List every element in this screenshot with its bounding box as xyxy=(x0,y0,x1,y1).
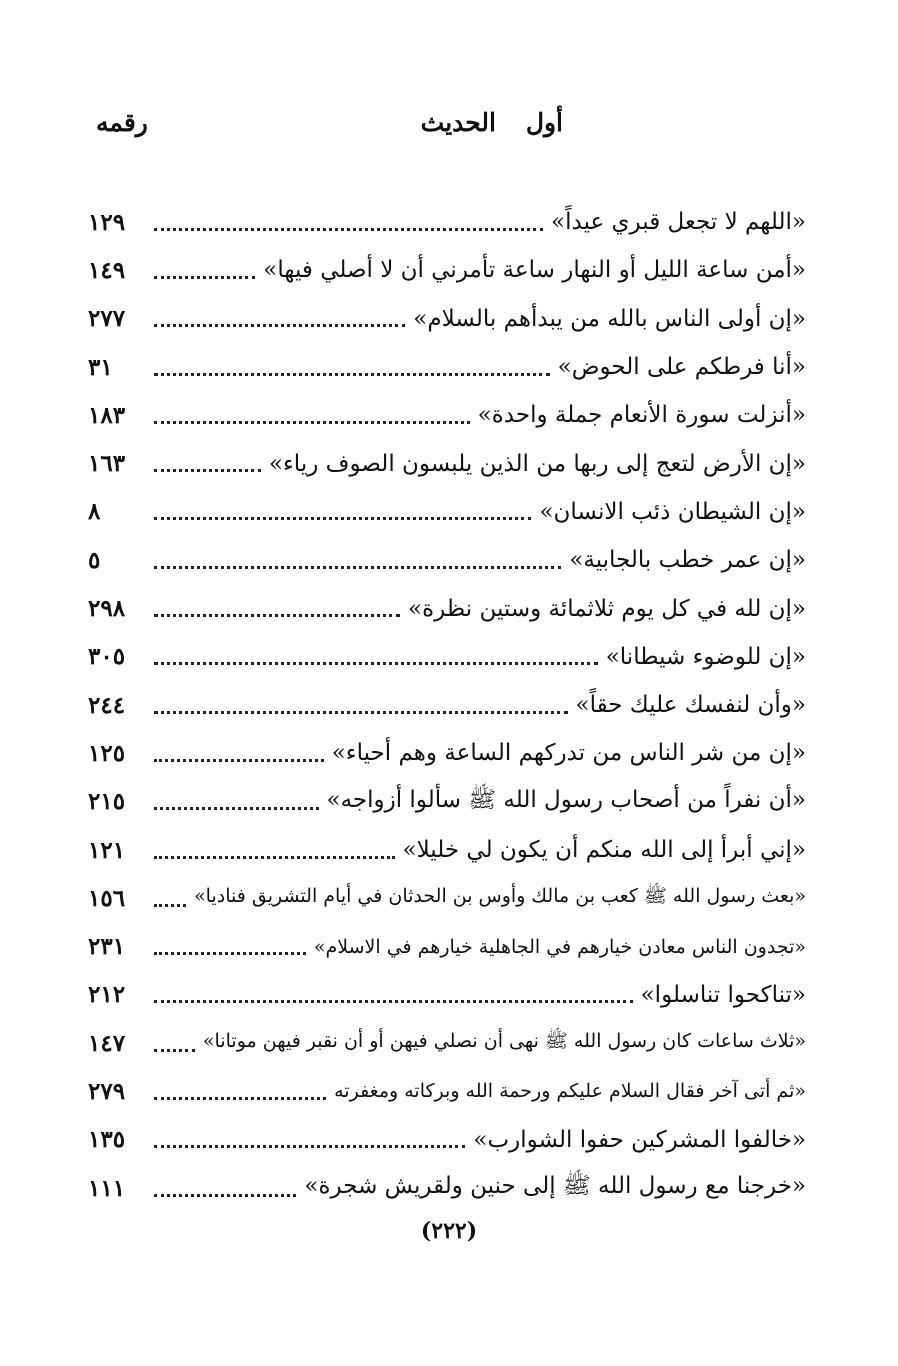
hadith-text: «إن للوضوء شيطانا» xyxy=(605,643,806,670)
index-entry xyxy=(88,681,806,729)
hadith-text: «ثم أتى آخر فقال السلام عليكم ورحمة الله وبركاته ومغفرته xyxy=(334,1080,806,1103)
hadith-number: ٣٠٥ xyxy=(88,643,126,671)
dot-leader xyxy=(154,854,395,859)
hadith-number: ١٤٩ xyxy=(88,256,126,284)
hadith-text: «خرجنا مع رسول الله ﷺ إلى حنين ولقريش شجرة» xyxy=(304,1173,806,1200)
hadith-text: «أمن ساعة الليل أو النهار ساعة تأمرني أن لا أصلي فيها» xyxy=(263,257,806,284)
index-entry xyxy=(88,1116,806,1164)
hadith-number: ٢٩٨ xyxy=(88,595,126,623)
index-entry xyxy=(88,1067,806,1115)
dot-leader xyxy=(154,1095,326,1100)
index-list xyxy=(88,198,806,1212)
hadith-text: «تناكحوا تناسلوا» xyxy=(640,981,806,1008)
index-entry xyxy=(88,584,806,632)
dot-leader xyxy=(154,1047,195,1052)
index-entry xyxy=(88,1019,806,1067)
dot-leader xyxy=(154,612,400,617)
dot-leader xyxy=(154,902,186,907)
hadith-number: ١٣٥ xyxy=(88,1126,126,1154)
index-entry xyxy=(88,488,806,536)
hadith-number: ١٢١ xyxy=(88,836,126,864)
dot-leader xyxy=(154,757,324,762)
dot-leader xyxy=(154,1192,296,1197)
hadith-text: «إن لله في كل يوم ثلاثمائة وستين نظرة» xyxy=(408,595,806,622)
hadith-number: ٨ xyxy=(88,498,101,526)
dot-leader xyxy=(154,226,543,231)
hadith-text: «اللهم لا تجعل قبري عيداً» xyxy=(551,209,806,236)
hadith-number: ١٦٣ xyxy=(88,450,126,478)
hadith-number: ٢٧٩ xyxy=(88,1077,126,1105)
dot-leader xyxy=(154,274,255,279)
dot-leader xyxy=(154,660,598,665)
hadith-text: «خالفوا المشركين حفوا الشوارب» xyxy=(473,1126,806,1153)
hadith-number: ٢١٥ xyxy=(88,788,126,816)
hadith-number: ١٢٥ xyxy=(88,739,126,767)
dot-leader xyxy=(154,805,319,810)
dot-leader xyxy=(154,322,405,327)
hadith-number: ٢٣١ xyxy=(88,933,126,961)
hadith-number: ١٤٧ xyxy=(88,1029,126,1057)
header-number-label: رقمه xyxy=(96,108,148,137)
index-entry xyxy=(88,922,806,970)
dot-leader xyxy=(154,564,561,569)
index-entry xyxy=(88,536,806,584)
hadith-text: «إن الأرض لتعج إلى ربها من الذين يلبسون الصوف رياء» xyxy=(268,450,806,477)
hadith-number: ١٢٩ xyxy=(88,208,126,236)
index-entry xyxy=(88,778,806,826)
hadith-number: ٢٤٤ xyxy=(88,691,126,719)
index-entry xyxy=(88,1164,806,1212)
hadith-number: ٥ xyxy=(88,546,101,574)
dot-leader xyxy=(154,467,261,472)
hadith-number: ١١١ xyxy=(88,1174,126,1202)
hadith-text: «إني أبرأ إلى الله منكم أن يكون لي خليلا» xyxy=(402,837,806,863)
dot-leader xyxy=(154,419,470,424)
index-entry xyxy=(88,826,806,874)
index-entry xyxy=(88,295,806,343)
dot-leader xyxy=(154,709,568,714)
dot-leader xyxy=(154,1143,465,1148)
hadith-number: ١٨٣ xyxy=(88,401,126,429)
hadith-text: «تجدون الناس معادن خيارهم في الجاهلية خيارهم في الاسلام» xyxy=(313,935,806,958)
hadith-text: «أنزلت سورة الأنعام جملة واحدة» xyxy=(477,402,806,429)
index-entry xyxy=(88,633,806,681)
dot-leader xyxy=(154,998,633,1003)
header-hadith-label: الحديث xyxy=(420,108,496,137)
page-number: (٢٢٢) xyxy=(420,1218,478,1244)
hadith-number: ٢١٢ xyxy=(88,981,126,1009)
hadith-text: «وأن لنفسك عليك حقاً» xyxy=(575,692,806,719)
hadith-text: «إن من شر الناس من تدركهم الساعة وهم أحياء» xyxy=(331,740,806,767)
dot-leader xyxy=(154,950,306,955)
dot-leader xyxy=(154,371,550,376)
index-entry xyxy=(88,198,806,246)
index-entry xyxy=(88,246,806,294)
hadith-text: «بعث رسول الله ﷺ كعب بن مالك وأوس بن الحدثان في أيام التشريق فناديا» xyxy=(194,885,806,908)
hadith-text: «إن أولى الناس بالله من يبدأهم بالسلام» xyxy=(413,305,806,332)
column-header xyxy=(0,108,898,148)
hadith-number: ٣١ xyxy=(88,353,113,381)
hadith-text: «إن عمر خطب بالجابية» xyxy=(569,547,806,574)
index-entry xyxy=(88,874,806,922)
hadith-text: «ثلاث ساعات كان رسول الله ﷺ نهى أن نصلي فيهن أو أن نقبر فيهن موتانا» xyxy=(202,1030,806,1053)
hadith-text: «أن نفراً من أصحاب رسول الله ﷺ سألوا أزواجه» xyxy=(326,786,806,813)
index-entry xyxy=(88,391,806,439)
hadith-text: «إن الشيطان ذئب الانسان» xyxy=(539,498,806,525)
hadith-number: ١٥٦ xyxy=(88,884,126,912)
index-entry xyxy=(88,343,806,391)
index-entry xyxy=(88,439,806,487)
header-first-label: أول xyxy=(525,108,563,137)
hadith-text: «أنا فرطكم على الحوض» xyxy=(557,354,806,381)
hadith-number: ٢٧٧ xyxy=(88,305,126,333)
dot-leader xyxy=(154,515,531,520)
index-entry xyxy=(88,971,806,1019)
index-entry xyxy=(88,729,806,777)
